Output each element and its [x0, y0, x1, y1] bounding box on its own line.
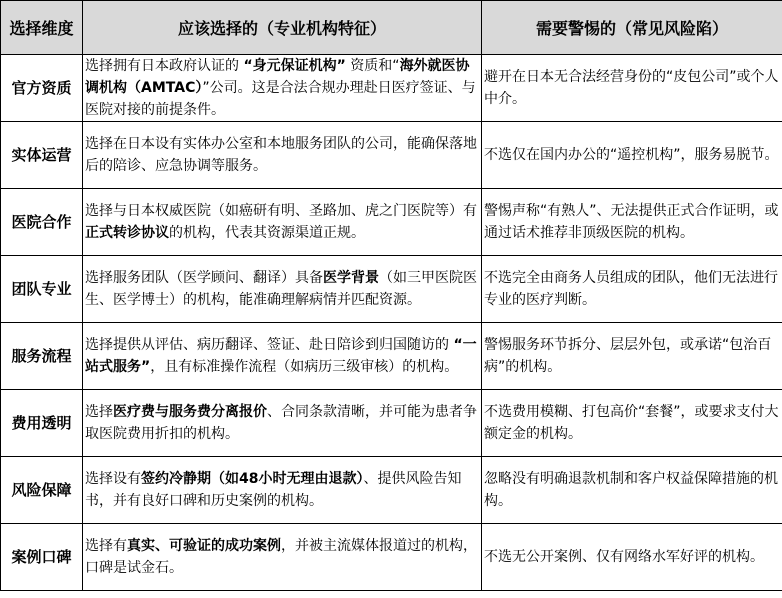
- text-segment: 的机构，代表其资源渠道正规。: [169, 225, 365, 241]
- table-row: [1, 55, 782, 122]
- dimension-cell: 官方资质: [1, 55, 83, 122]
- text-segment: 、提供风险告知书，并有良好口碑和历史案例的机构。: [85, 471, 462, 509]
- text-segment: 选择拥有日本政府认证的: [85, 58, 244, 74]
- header-row: [1, 1, 782, 55]
- text-segment: 选择在日本设有实体办公室和本地服务团队的公司，能确保落地后的陪诊、应急协调等服务。: [85, 136, 477, 174]
- avoid-cell: 警惕声称“有熟人”、无法提供正式合作证明，或通过话术推荐非顶级医院的机构。: [482, 189, 782, 256]
- should-cell: [83, 390, 482, 457]
- avoid-cell: 不选仅在国内办公的“遥控机构”，服务易脱节。: [482, 122, 782, 189]
- bold-highlight: 医学背景: [323, 270, 379, 286]
- header-dimension: 选择维度: [1, 1, 83, 55]
- bold-highlight: 签约冷静期（如48小时无理由退款）: [141, 471, 364, 487]
- text-segment: 、合同条款清晰，并可能为患者争取医院费用折扣的机构。: [85, 404, 477, 442]
- text-segment: 资质和“: [345, 58, 400, 74]
- header-should: 应该选择的（专业机构特征）: [83, 1, 482, 55]
- table-row: [1, 524, 782, 591]
- bold-highlight: 真实、可验证的成功案例: [127, 538, 281, 554]
- avoid-cell: 忽略没有明确退款机制和客户权益保障措施的机构。: [482, 457, 782, 524]
- should-cell: [83, 189, 482, 256]
- text-segment: 选择有: [85, 538, 127, 554]
- avoid-cell: 不选完全由商务人员组成的团队，他们无法进行专业的医疗判断。: [482, 256, 782, 323]
- should-cell: [83, 256, 482, 323]
- bold-highlight: 医疗费与服务费分离报价: [113, 404, 267, 420]
- text-segment: ”公司。这是合法合规办理赴日医疗签证、与医院对接的前提条件。: [85, 80, 476, 118]
- avoid-cell: 避开在日本无合法经营身份的“皮包公司”或个人中介。: [482, 55, 782, 122]
- text-segment: 选择与日本权威医院（如癌研有明、圣路加、虎之门医院等）有: [85, 203, 477, 219]
- table-row: [1, 256, 782, 323]
- should-cell: [83, 55, 482, 122]
- should-cell: [83, 457, 482, 524]
- text-segment: （如三甲医院医生、医学博士）的机构，能准确理解病情并匹配资源。: [85, 270, 477, 308]
- table-row: [1, 323, 782, 390]
- bold-highlight: 海外就医协调机构（AMTAC）: [85, 58, 470, 96]
- bold-highlight: “一站式服务”: [85, 337, 477, 375]
- should-cell: [83, 323, 482, 390]
- dimension-cell: 医院合作: [1, 189, 83, 256]
- dimension-cell: 团队专业: [1, 256, 83, 323]
- should-cell: [83, 524, 482, 591]
- should-cell: [83, 122, 482, 189]
- avoid-cell: 警惕服务环节拆分、层层外包，或承诺“包治百病”的机构。: [482, 323, 782, 390]
- table-row: [1, 457, 782, 524]
- avoid-cell: 不选费用模糊、打包高价“套餐”，或要求支付大额定金的机构。: [482, 390, 782, 457]
- dimension-cell: 实体运营: [1, 122, 83, 189]
- avoid-cell: 不选无公开案例、仅有网络水军好评的机构。: [482, 524, 782, 591]
- text-segment: ，并被主流媒体报道过的机构，口碑是试金石。: [85, 538, 477, 576]
- header-avoid: 需要警惕的（常见风险陷）: [482, 1, 782, 55]
- table-row: [1, 189, 782, 256]
- table-row: [1, 390, 782, 457]
- text-segment: ，且有标准操作流程（如病历三级审核）的机构。: [150, 359, 459, 375]
- text-segment: 选择设有: [85, 471, 141, 487]
- dimension-cell: 风险保障: [1, 457, 83, 524]
- dimension-cell: 案例口碑: [1, 524, 83, 591]
- table-row: [1, 122, 782, 189]
- dimension-cell: 服务流程: [1, 323, 83, 390]
- text-segment: 选择: [85, 404, 113, 420]
- bold-highlight: “身元保证机构”: [243, 58, 346, 74]
- text-segment: 选择提供从评估、病历翻译、签证、赴日陪诊到归国随访的: [85, 337, 454, 353]
- text-segment: 选择服务团队（医学顾问、翻译）具备: [85, 270, 323, 286]
- bold-highlight: 正式转诊协议: [85, 225, 169, 241]
- dimension-cell: 费用透明: [1, 390, 83, 457]
